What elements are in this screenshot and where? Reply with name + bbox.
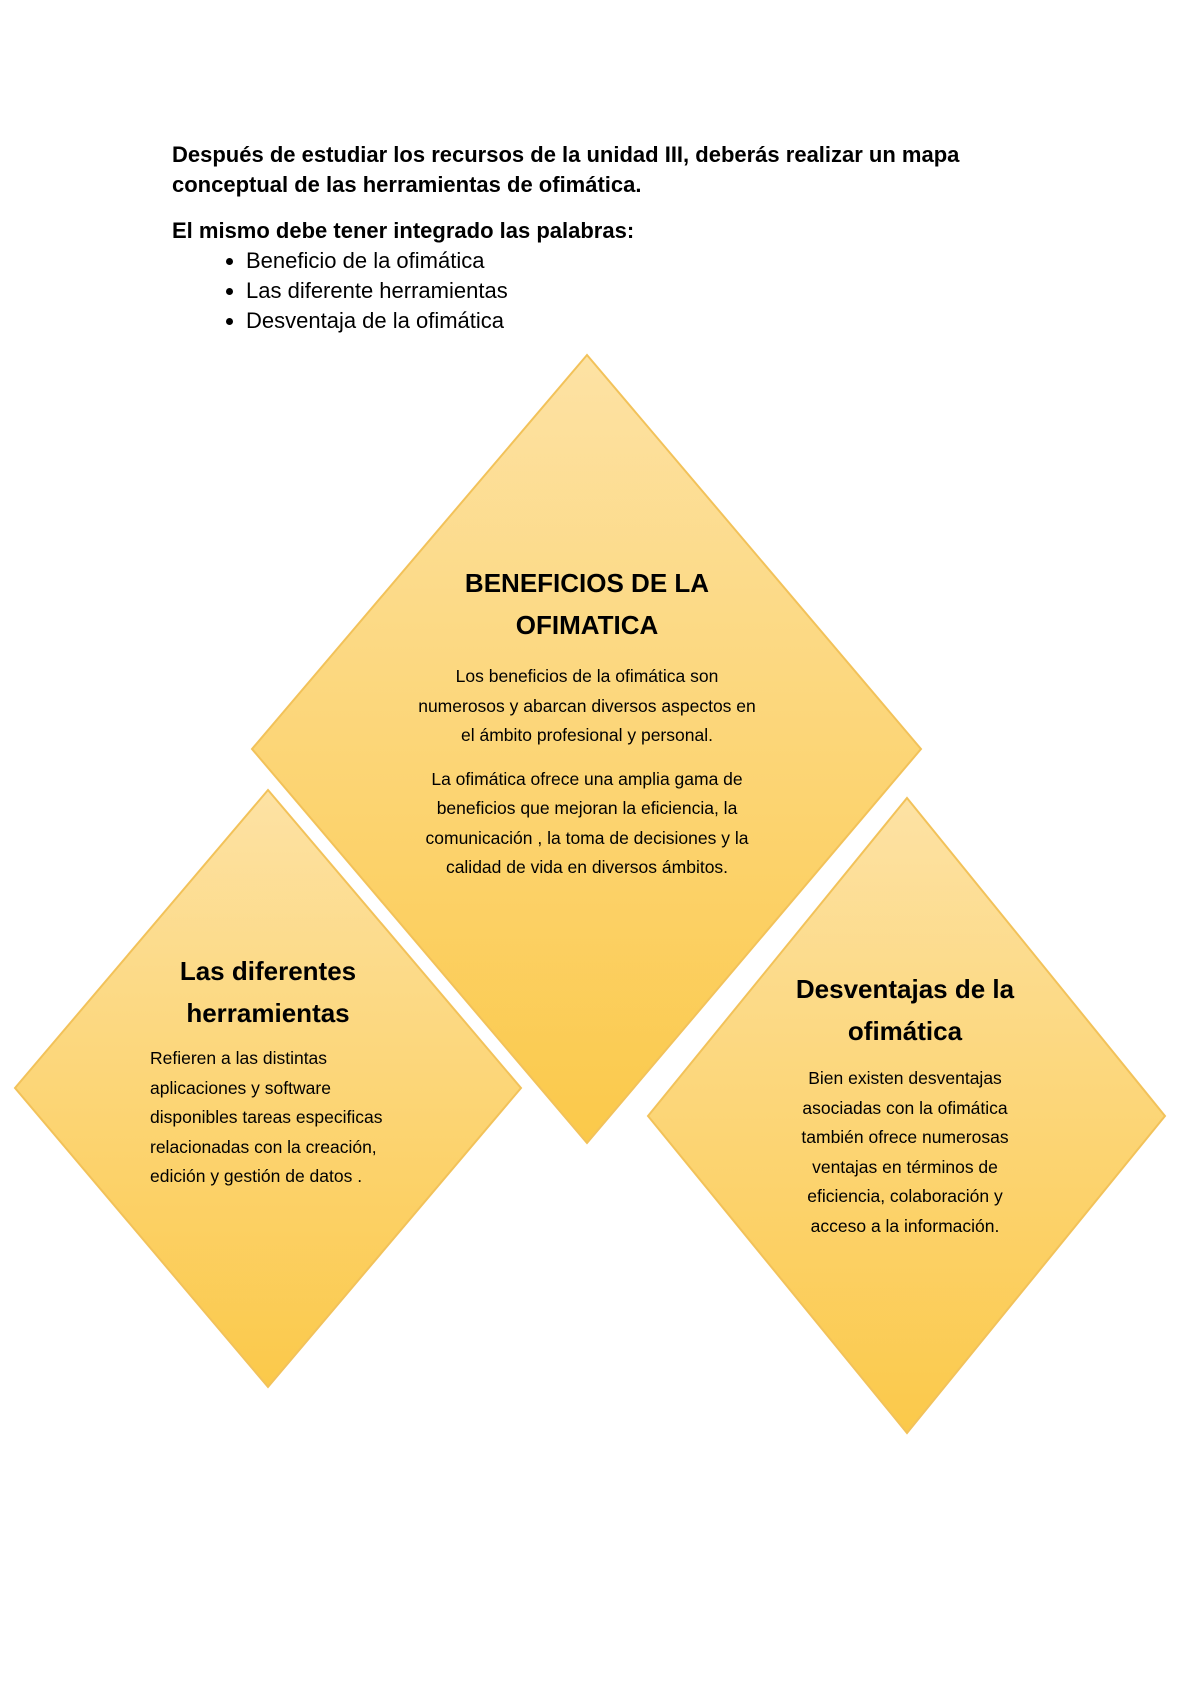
tools-body: Refieren a las distintas aplicaciones y software disponibles tareas especificas relacionadas con la creación, edición y gestión de datos . <box>150 1048 383 1186</box>
benefits-paragraph-1: Los beneficios de la ofimática son numerosos y abarcan diversos aspectos en el ámbito profesional y personal. <box>418 666 756 745</box>
list-item: • Beneficio de la ofimática <box>246 246 1052 276</box>
disadvantages-node <box>780 968 1030 1241</box>
list-item: • Las diferente herramientas <box>246 276 1052 306</box>
disadvantages-body: Bien existen desventajas asociadas con la ofimática también ofrece numerosas ventajas en términos de eficiencia, colaboración y acceso a la información. <box>801 1068 1009 1236</box>
requirement-text: El mismo debe tener integrado las palabras: <box>172 218 635 243</box>
tools-node <box>150 950 386 1192</box>
instruction-text: Después de estudiar los recursos de la unidad III, deberás realizar un mapa conceptual de las herramientas de ofimática. <box>172 142 960 197</box>
tools-title: Las diferentes herramientas <box>179 956 357 1028</box>
benefits-paragraph-2: La ofimática ofrece una amplia gama de beneficios que mejoran la eficiencia, la comunicación , la toma de decisiones y la calidad de vida en diversos ámbitos. <box>425 768 749 877</box>
benefits-body <box>417 662 757 883</box>
list-item: • Desventaja de la ofimática <box>246 306 1052 336</box>
benefits-node <box>417 562 757 883</box>
benefits-title: BENEFICIOS DE LA OFIMATICA <box>464 568 710 640</box>
disadvantages-title: Desventajas de la ofimática <box>795 974 1015 1046</box>
